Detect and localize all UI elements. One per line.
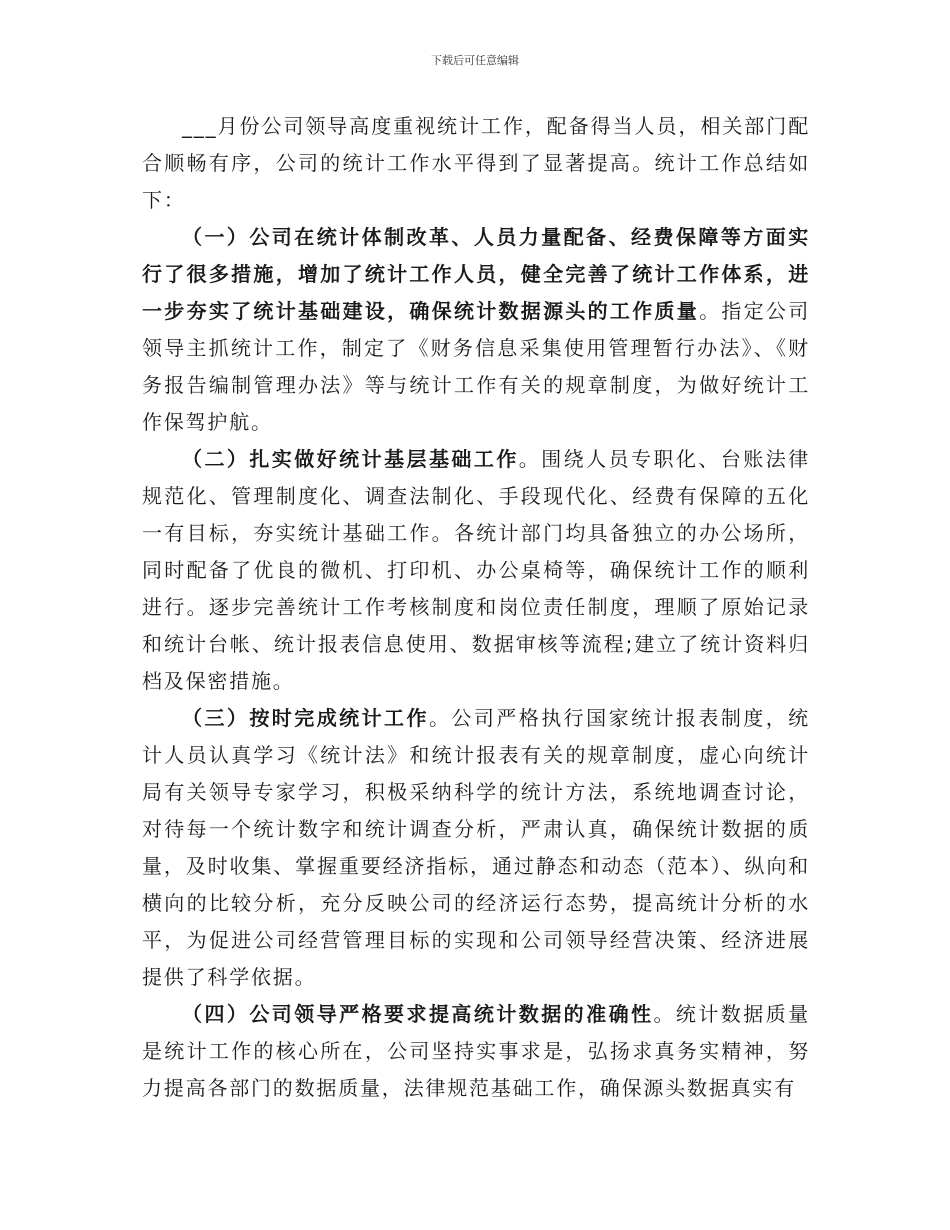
- section-3-body: 。公司严格执行国家统计报表制度，统计人员认真学习《统计法》和统计报表有关的规章制度，虚心向统计局有关领导专家学习，积极采纳科学的统计方法，系统地调查讨论，对待每一个统计数字和统计调查分析，严肃认真，确保统计数据的质量，及时收集、掌握重要经济指标，通过静态和动态（范本）、纵向和横向的比较分析，充分反映公司的经济运行态势，提高统计分析的水平，为促进公司经营管理目标的实现和公司领导经营决策、经济进展提供了科学依据。: [142, 706, 810, 989]
- section-2-paragraph: [142, 441, 810, 700]
- intro-body: ___月份公司领导高度重视统计工作，配备得当人员，相关部门配合顺畅有序，公司的统计工作水平得到了显著提高。统计工作总结如下：: [142, 114, 810, 212]
- section-2-heading: （二）扎实做好统计基层基础工作: [182, 447, 519, 471]
- section-2-body: 。围绕人员专职化、台账法律规范化、管理制度化、调查法制化、手段现代化、经费有保障的五化一有目标，夯实统计基础工作。各统计部门均具备独立的办公场所，同时配备了优良的微机、打印机、办公桌椅等，确保统计工作的顺利进行。逐步完善统计工作考核制度和岗位责任制度，理顺了原始记录和统计台帐、统计报表信息使用、数据审核等流程;建立了统计资料归档及保密措施。: [142, 447, 811, 693]
- section-4-heading: （四）公司领导严格要求提高统计数据的准确性: [182, 1002, 654, 1026]
- section-3-paragraph: [142, 700, 810, 996]
- section-1-paragraph: [142, 219, 810, 441]
- section-4-paragraph: [142, 996, 810, 1107]
- section-1-body: 。指定公司领导主抓统计工作，制定了《财务信息采集使用管理暂行办法》、《财务报告编制管理办法》等与统计工作有关的规章制度，为做好统计工作保驾护航。: [142, 299, 811, 434]
- intro-paragraph: [142, 108, 810, 219]
- page-header: 下载后可任意编辑: [431, 54, 519, 67]
- section-1-heading: （一）公司在统计体制改革、人员力量配备、经费保障等方面实行了很多措施，增加了统计工作人员，健全完善了统计工作体系，进一步夯实了统计基础建设，确保统计数据源头的工作质量: [142, 225, 810, 323]
- section-4-body: 。统计数据质量是统计工作的核心所在，公司坚持实事求是，弘扬求真务实精神，努力提高各部门的数据质量，法律规范基础工作，确保源头数据真实有: [142, 1002, 810, 1100]
- document-body: [142, 108, 810, 1107]
- section-3-heading: （三）按时完成统计工作: [182, 706, 429, 730]
